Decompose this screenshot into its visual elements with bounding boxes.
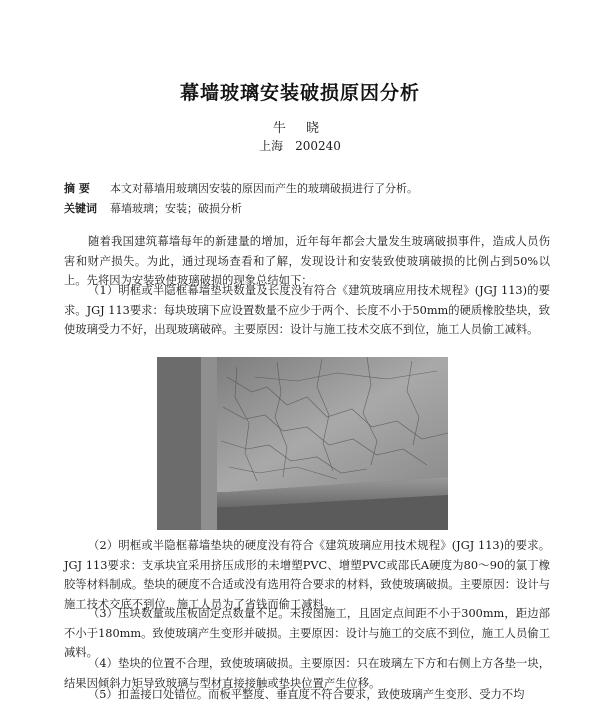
keywords-text: 幕墙玻璃；安装；破损分析 [110,202,242,215]
frame-left [201,357,217,530]
paragraph-item-5: （5）扣盖接口处错位。而板平整度、垂直度不符合要求，致使玻璃产生变形、受力不均 [88,688,525,701]
abstract-label: 摘 要 [64,182,90,195]
abstract-text: 本文对幕墙用玻璃因安装的原因而产生的玻璃破损进行了分析。 [110,182,418,195]
author-name: 牛 晓 [272,121,328,136]
keywords [64,200,242,216]
paragraph-item-4: （4）垫块的位置不合理，致使玻璃破损。主要原因：只在玻璃左下方和右侧上方各垫一块，结果因倾斜力矩导致玻璃与型材直接接触或垫块位置产生位移。 [64,657,550,690]
author-affiliation [0,137,600,154]
keywords-label: 关键词 [64,202,97,215]
paragraph-item-1: （1）明框或半隐框幕墙垫块数量及长度没有符合《建筑玻璃应用技术规程》(JGJ 113)的要求。JGJ 113要求：每块玻璃下应设置数量不应少于两个、长度不小于50mm的硬质橡胶垫块，致使玻璃受力不好，出现玻璃破碎。主要原因：设计与施工技术交底不到位，施工人员偷工减料。 [64,284,550,336]
frame-left-shadow [157,357,201,530]
abstract [64,180,418,196]
cracked-glass-photo [157,357,448,530]
paragraph-item-2: （2）明框或半隐框幕墙垫块的硬度没有符合《建筑玻璃应用技术规程》(JGJ 113)的要求。JGJ 113要求：支承块宜采用挤压成形的未增塑PVC、增塑PVC或邵氏A硬度为80～90的氯丁橡胶等材料制成。垫块的硬度不合适或没有选用符合要求的材料，致使玻璃破损。主要原因：设计与施工技术交底不到位，施工人员为了省钱而偷工减料。 [64,539,550,611]
paragraph-intro: 随着我国建筑幕墙每年的新建量的增加，近年每年都会大量发生玻璃破损事件，造成人员伤害和财产损失。为此，通过现场查看和了解，发现设计和安装致使玻璃破损的比例占到50%以上。先将因为安装致使玻璃破损的现象总结如下： [64,235,550,287]
paper-title: 幕墙玻璃安装破损原因分析 [179,82,420,104]
affiliation-postcode: 200240 [295,139,341,153]
affiliation-city: 上海 [259,139,284,153]
paragraph-item-3: （3）压块数量或压板固定点数量不足。未按图施工，且固定点间距不小于300mm，距边部不小于180mm。致使玻璃产生变形并破损。主要原因：设计与施工的交底不到位，施工人员偷工减料。 [64,607,550,659]
photo-illustration [157,357,448,530]
